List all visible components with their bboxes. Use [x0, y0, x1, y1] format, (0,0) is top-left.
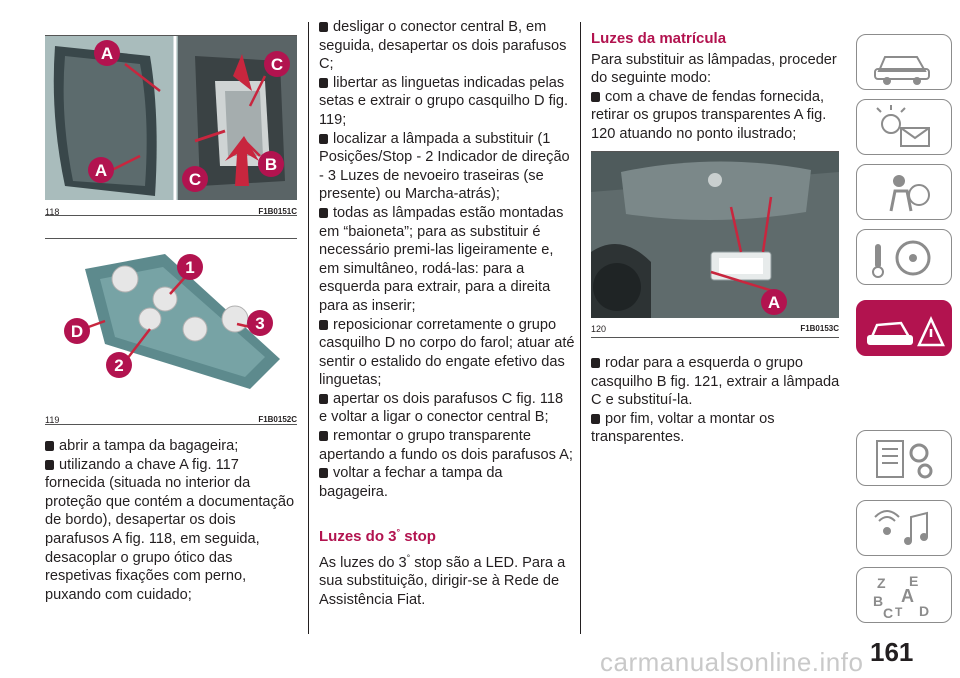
- stop-light-paragraph: As luzes do 3° stop são a LED. Para a sua substituição, dirigir-se à Rede de Assistência Fiat.: [319, 553, 566, 609]
- tab-warning-lights[interactable]: [856, 99, 952, 155]
- checkbox-bullet-icon: [45, 460, 54, 470]
- checkbox-bullet-icon: [319, 468, 328, 478]
- steering-starting-icon: [857, 230, 952, 285]
- figure-code: F1B0153C: [800, 324, 839, 333]
- callout-label: 3: [255, 314, 265, 333]
- callout-label: 2: [114, 356, 124, 375]
- list-item: com a chave de fendas fornecida, retirar os grupos transparentes A fig. 120 atuando no ponto ilustrado;: [591, 88, 827, 142]
- tab-car-dashboard[interactable]: [856, 34, 952, 90]
- column-divider: [580, 22, 581, 634]
- checkbox-bullet-icon: [319, 134, 328, 144]
- figure-number: 120: [591, 324, 607, 334]
- section-heading-plate-lights: Luzes da matrícula: [591, 30, 727, 47]
- checkbox-bullet-icon: [591, 358, 600, 368]
- checkbox-bullet-icon: [591, 414, 600, 424]
- list-item: rodar para a esquerda o grupo casquilho B fig. 121, extrair a lâmpada C e substituí-la.: [591, 355, 840, 409]
- figure-119-photo: [45, 239, 297, 399]
- watermark: carmanualsonline.info: [600, 647, 864, 677]
- figure-code: F1B0152C: [258, 415, 297, 424]
- column-3-continued: [591, 354, 841, 447]
- list-item: apertar os dois parafusos C fig. 118 e voltar a ligar o conector central B;: [319, 390, 564, 426]
- callout-label: C: [188, 170, 202, 189]
- list-item: libertar as linguetas indicadas pelas setas e extrair o grupo casquilho D fig. 119;: [319, 74, 569, 128]
- warning-lights-icon: [857, 100, 952, 155]
- list-item: utilizando a chave A fig. 117 fornecida (situada no interior da proteção que contém a documentação de bordo), desapertar os dois parafusos A fig. 118, em seguida, desacoplar o grupo ótico das respetivas fixações com perno, puxando com cuidado;: [45, 456, 295, 603]
- index-letter: Z: [877, 575, 886, 591]
- safety-airbag-icon: [857, 165, 952, 220]
- column-3: [591, 30, 841, 144]
- callout-label: D: [70, 322, 84, 341]
- list-item: localizar a lâmpada a substituir (1 Posições/Stop - 2 Indicador de direção - 3 Luzes de nevoeiro traseiras (se presente) ou Marcha-atrás);: [319, 130, 570, 203]
- checkbox-bullet-icon: [45, 441, 54, 451]
- tab-starting-driving[interactable]: [856, 229, 952, 285]
- figure-120-caption: [591, 324, 839, 338]
- index-letter: B: [873, 593, 884, 609]
- callout-label: 1: [185, 258, 195, 277]
- tab-multimedia[interactable]: [856, 500, 952, 556]
- index-letter: D: [919, 603, 930, 619]
- figure-118-photo: [45, 36, 297, 200]
- taillight-removal-illustration: [45, 36, 297, 200]
- plate-lights-intro: Para substituir as lâmpadas, proceder do seguinte modo:: [591, 51, 837, 87]
- list-item: voltar a fechar a tampa da bagageira.: [319, 465, 503, 500]
- figure-120: [591, 151, 839, 346]
- checkbox-bullet-icon: [319, 208, 328, 218]
- tab-maintenance[interactable]: [856, 430, 952, 486]
- tab-index[interactable]: [856, 567, 952, 623]
- checkbox-bullet-icon: [591, 92, 600, 102]
- index-letter: E: [909, 573, 919, 589]
- checkbox-bullet-icon: [319, 78, 328, 88]
- list-item: desligar o conector central B, em seguida, desapertar os dois parafusos C;: [319, 19, 567, 73]
- checkbox-bullet-icon: [319, 431, 328, 441]
- tab-safety[interactable]: [856, 164, 952, 220]
- column-2: [319, 18, 575, 610]
- emergency-icon: [857, 301, 952, 356]
- checkbox-bullet-icon: [319, 320, 328, 330]
- figure-code: F1B0151C: [258, 207, 297, 216]
- figure-number: 118: [45, 207, 60, 217]
- figure-120-photo: [591, 152, 839, 318]
- figure-number: 119: [45, 415, 60, 425]
- list-item: todas as lâmpadas estão montadas em “baioneta”; para as substituir é necessário premi-las ligeiramente e, em simultâneo, rodá-las: para a esquerda para extrair, para a direita para as inserir;: [319, 204, 564, 314]
- checkbox-bullet-icon: [319, 394, 328, 404]
- bulb-holder-illustration: [45, 239, 297, 399]
- figure-119-caption: [45, 411, 297, 425]
- tab-emergency[interactable]: [856, 300, 952, 356]
- list-item: remontar o grupo transparente apertando a fundo os dois parafusos A;: [319, 428, 573, 463]
- column-divider: [308, 22, 309, 634]
- callout-label: A: [767, 293, 781, 312]
- maintenance-icon: [857, 431, 952, 486]
- page-number: 161: [870, 637, 914, 667]
- list-item: por fim, voltar a montar os transparentes.: [591, 410, 775, 446]
- index-letter: C: [883, 605, 894, 621]
- index-letter: T: [895, 605, 903, 619]
- callout-label: A: [100, 44, 114, 63]
- callout-label: C: [270, 55, 284, 74]
- callout-label: A: [94, 161, 108, 180]
- callout-label: B: [264, 155, 278, 174]
- column-1-text: [45, 437, 297, 604]
- figure-119: [45, 238, 297, 428]
- list-item: reposicionar corretamente o grupo casquilho D no corpo do farol; atuar até sentir o estalido do engate efetivo das linguetas;: [319, 316, 575, 389]
- car-dashboard-icon: [857, 35, 952, 90]
- license-plate-light-illustration: [591, 152, 839, 318]
- multimedia-icon: [857, 501, 952, 556]
- section-heading-stop-light: Luzes do 3° stop: [319, 527, 436, 546]
- index-letter: A: [901, 586, 914, 606]
- list-item: abrir a tampa da bagageira;: [45, 437, 297, 456]
- index-icon: [857, 568, 952, 623]
- checkbox-bullet-icon: [319, 22, 328, 32]
- figure-118: [45, 35, 297, 217]
